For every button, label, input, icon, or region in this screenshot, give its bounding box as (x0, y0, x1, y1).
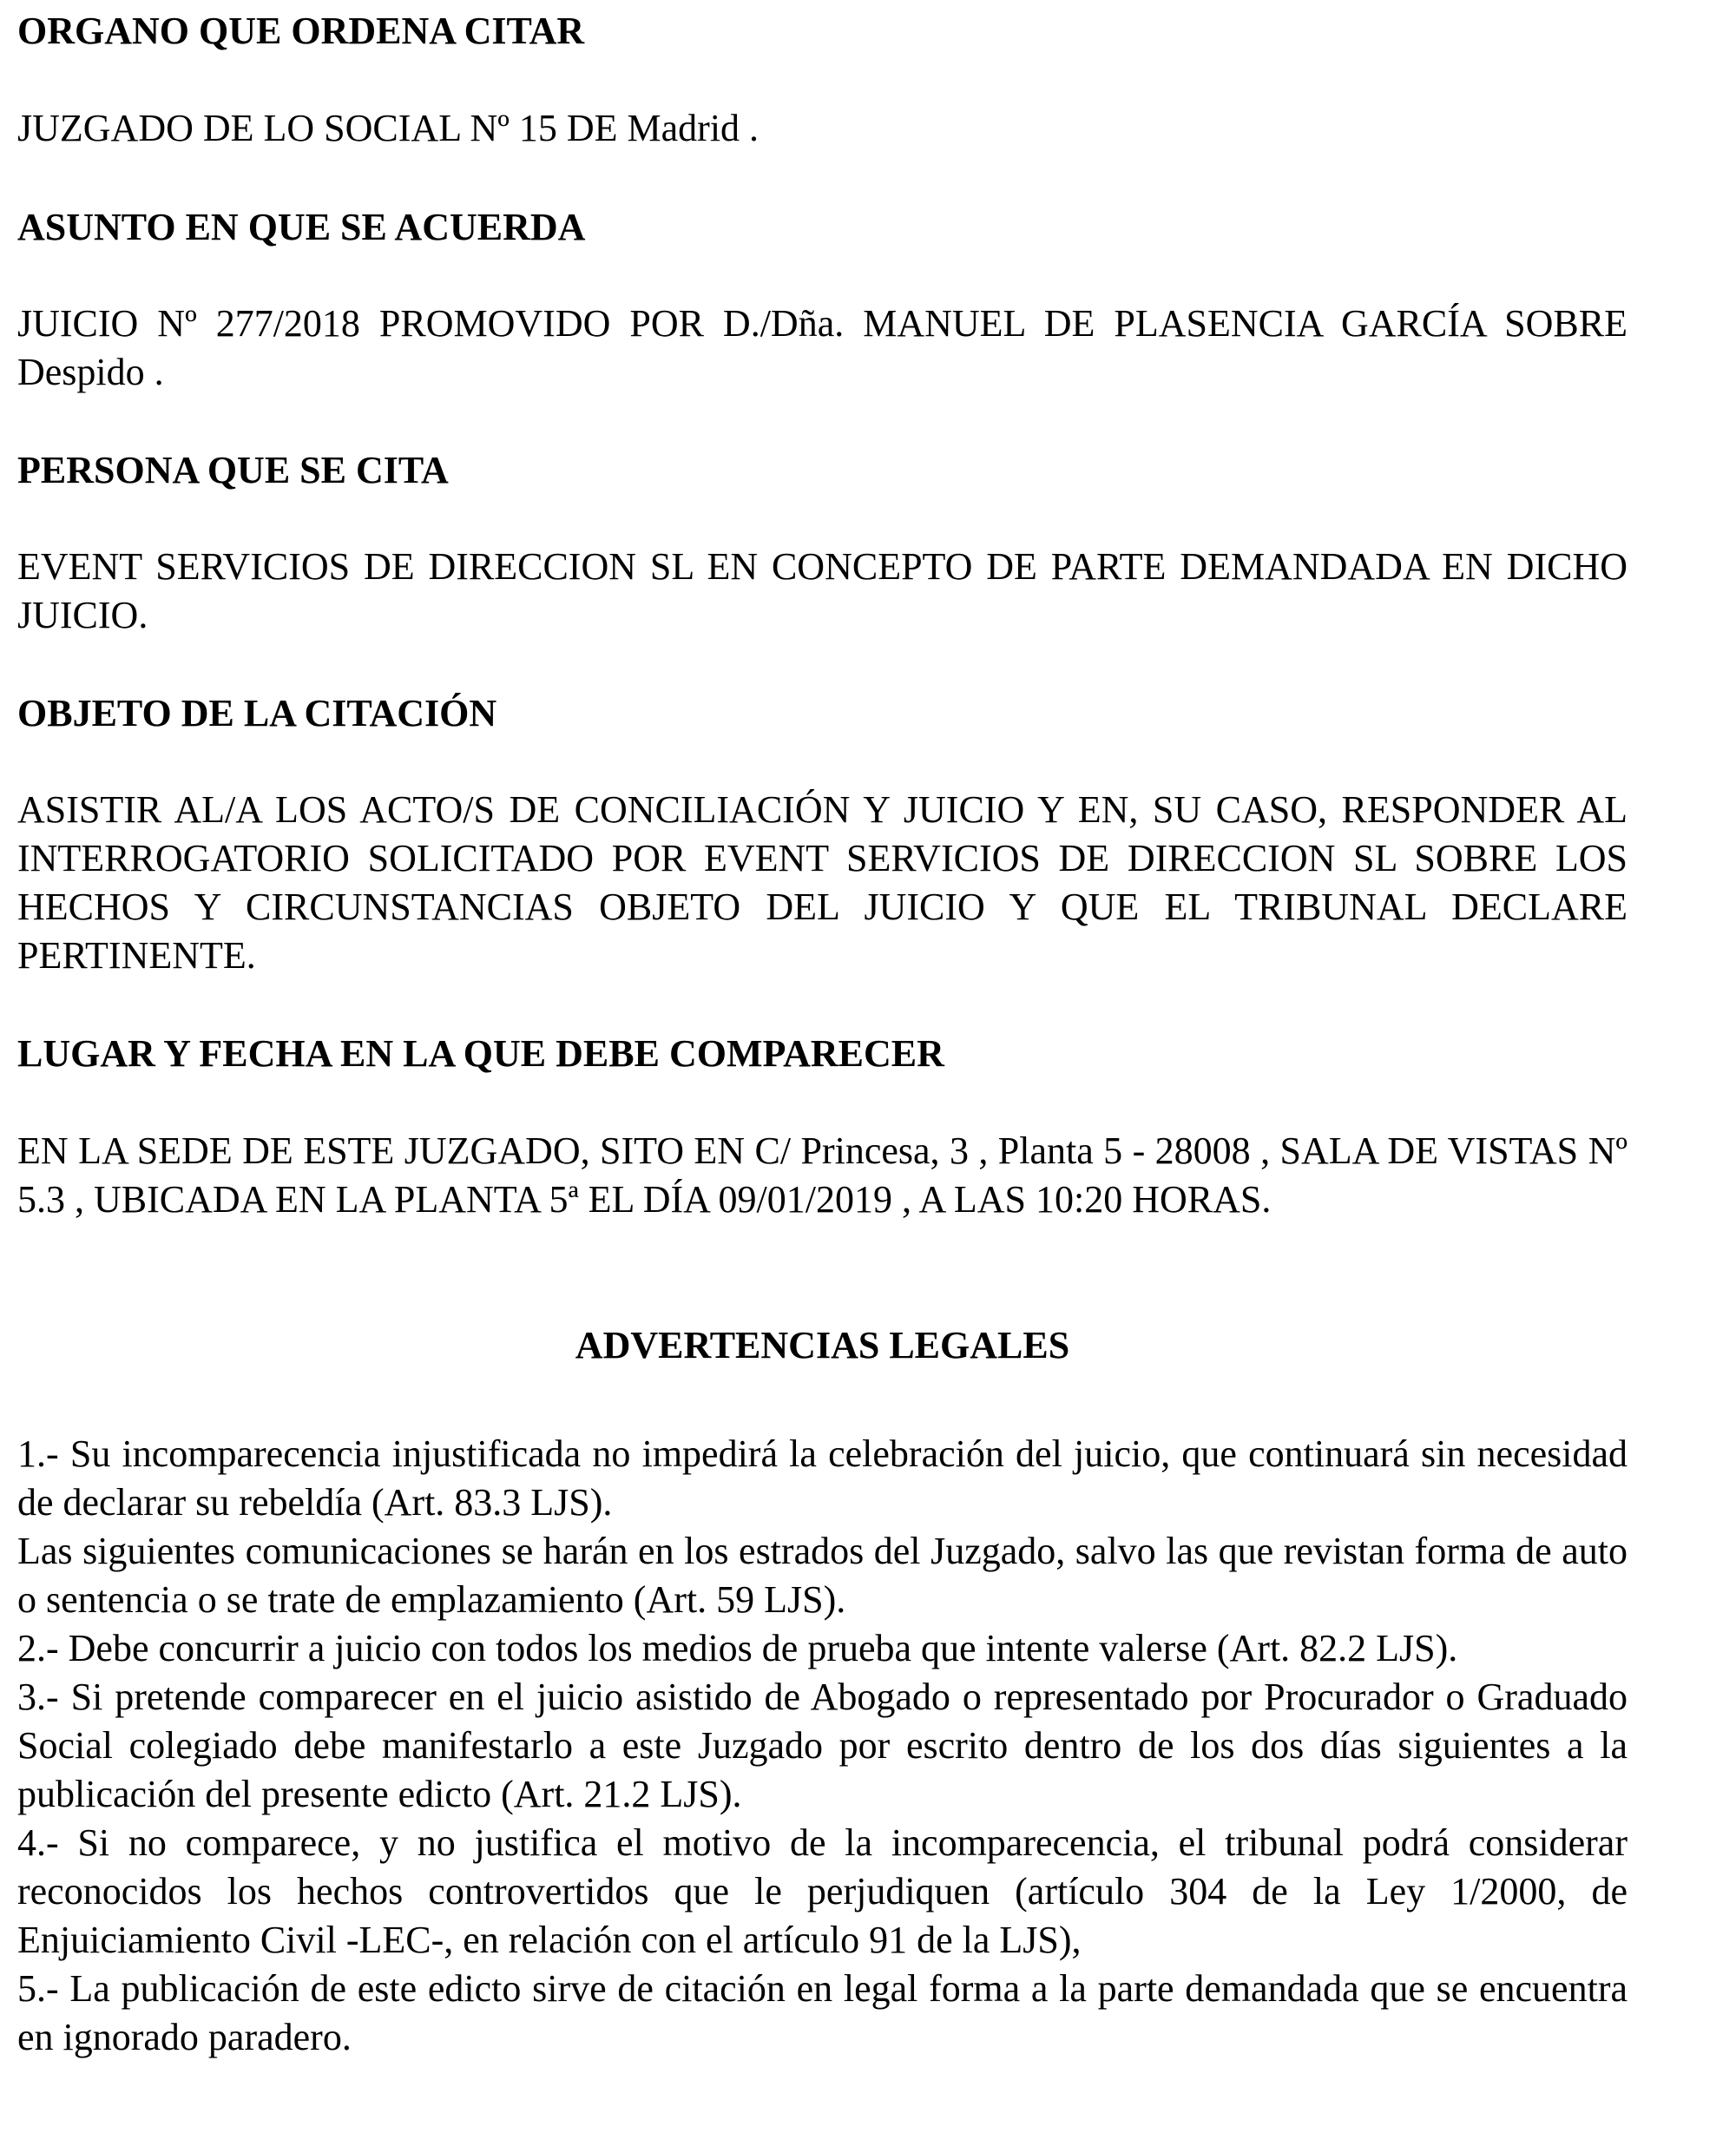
advertencia-item-4: 4.- Si no comparece, y no justifica el motivo de la incomparecencia, el tribunal podrá considerar reconocidos los hechos controvertidos que le perjudiquen (artículo 304 de la Ley 1/2000, de Enjuiciamiento Civil -LEC-, en relación con el artículo 91 de la LJS), (17, 1821, 1628, 1961)
advertencia-item-2: 2.- Debe concurrir a juicio con todos los medios de prueba que intente valerse (Art. 82.2 LJS). (17, 1627, 1458, 1669)
heading-lugar: LUGAR Y FECHA EN LA QUE DEBE COMPARECER (17, 1032, 944, 1075)
advertencia-item-1: 1.- Su incomparecencia injustificada no impedirá la celebración del juicio, que continuará sin necesidad de declarar su rebeldía (Art. 83.3 LJS). (17, 1432, 1628, 1524)
heading-persona: PERSONA QUE SE CITA (17, 449, 449, 491)
text-objeto: ASISTIR AL/A LOS ACTO/S DE CONCILIACIÓN Y JUICIO Y EN, SU CASO, RESPONDER AL INTERROGATORIO SOLICITADO POR EVENT SERVICIOS DE DIRECCION SL SOBRE LOS HECHOS Y CIRCUNSTANCIAS OBJETO DEL JUICIO Y QUE EL TRIBUNAL DECLARE PERTINENTE. (17, 788, 1628, 977)
heading-objeto: OBJETO DE LA CITACIÓN (17, 692, 497, 734)
heading-organo: ORGANO QUE ORDENA CITAR (17, 10, 585, 52)
heading-asunto: ASUNTO EN QUE SE ACUERDA (17, 206, 586, 248)
advertencias-title: ADVERTENCIAS LEGALES (575, 1324, 1070, 1366)
advertencia-item-1b: Las siguientes comunicaciones se harán en los estrados del Juzgado, salvo las que revistan forma de auto o sentencia o se trate de emplazamiento (Art. 59 LJS). (17, 1530, 1628, 1621)
advertencia-item-5: 5.- La publicación de este edicto sirve de citación en legal forma a la parte demandada que se encuentra en ignorado paradero. (17, 1967, 1628, 2058)
text-lugar: EN LA SEDE DE ESTE JUZGADO, SITO EN C/ Princesa, 3 , Planta 5 - 28008 , SALA DE VISTAS Nº 5.3 , UBICADA EN LA PLANTA 5ª EL DÍA 09/01/2019 , A LAS 10:20 HORAS. (17, 1129, 1628, 1221)
text-organo: JUZGADO DE LO SOCIAL Nº 15 DE Madrid . (17, 107, 760, 149)
text-persona: EVENT SERVICIOS DE DIRECCION SL EN CONCEPTO DE PARTE DEMANDADA EN DICHO JUICIO. (17, 545, 1628, 636)
advertencia-item-3: 3.- Si pretende comparecer en el juicio asistido de Abogado o representado por Procurador o Graduado Social colegiado debe manifestarlo a este Juzgado por escrito dentro de los dos días siguientes a la publicación del presente edicto (Art. 21.2 LJS). (17, 1676, 1628, 1815)
text-asunto: JUICIO Nº 277/2018 PROMOVIDO POR D./Dña. MANUEL DE PLASENCIA GARCÍA SOBRE Despido . (17, 302, 1628, 393)
advertencias-list (17, 1430, 1628, 2062)
